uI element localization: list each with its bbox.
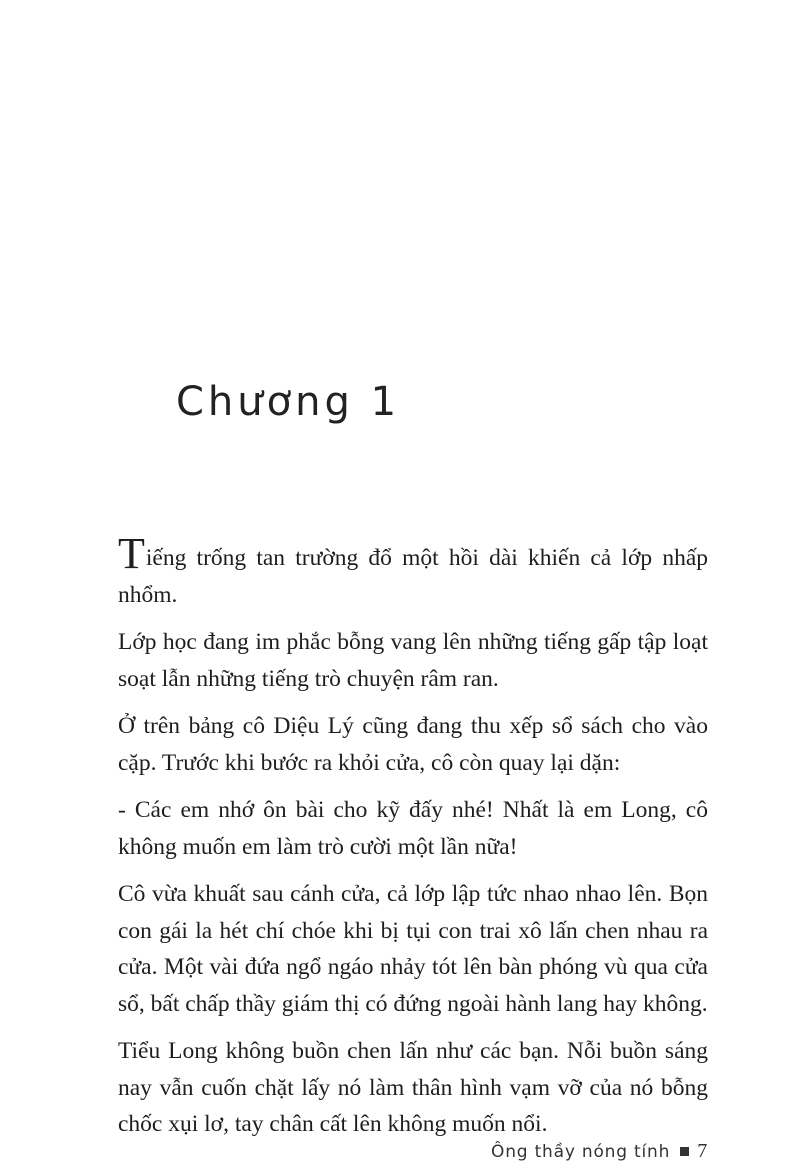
footer-book-title: Ông thầy nóng tính [491,1142,671,1162]
paragraph-4-dialogue: - Các em nhớ ôn bài cho kỹ đấy nhé! Nhất là em Long, cô không muốn em làm trò cười một lần nữa! [118,797,708,860]
page-number: 7 [697,1140,708,1162]
running-footer [491,1140,708,1163]
paragraph-6: Tiểu Long không buồn chen lấn như các bạn. Nỗi buồn sáng nay vẫn cuốn chặt lấy nó làm thân hình vạm vỡ của nó bỗng chốc xụi lơ, tay chân cất lên không muốn nổi. [118,1038,708,1137]
paragraph-1 [118,529,708,613]
drop-cap: T [118,529,145,578]
chapter-body [118,529,708,1154]
paragraph-5: Cô vừa khuất sau cánh cửa, cả lớp lập tức nhao nhao lên. Bọn con gái la hét chí chóe khi bị tụi con trai xô lấn chen nhau ra cửa. Một vài đứa ngổ ngáo nhảy tót lên bàn phóng vù qua cửa sổ, bất chấp thầy giám thị có đứng ngoài hành lang hay không. [118,881,708,1017]
paragraph-3: Ở trên bảng cô Diệu Lý cũng đang thu xếp sổ sách cho vào cặp. Trước khi bước ra khỏi cửa, cô còn quay lại dặn: [118,713,708,776]
square-bullet-icon [680,1147,689,1156]
chapter-title: Chương 1 [176,379,401,425]
paragraph-2: Lớp học đang im phắc bỗng vang lên những tiếng gấp tập loạt soạt lẫn những tiếng trò chuyện râm ran. [118,629,708,692]
paragraph-1-text: iếng trống tan trường đổ một hồi dài khiến cả lớp nhấp nhổm. [118,545,708,608]
